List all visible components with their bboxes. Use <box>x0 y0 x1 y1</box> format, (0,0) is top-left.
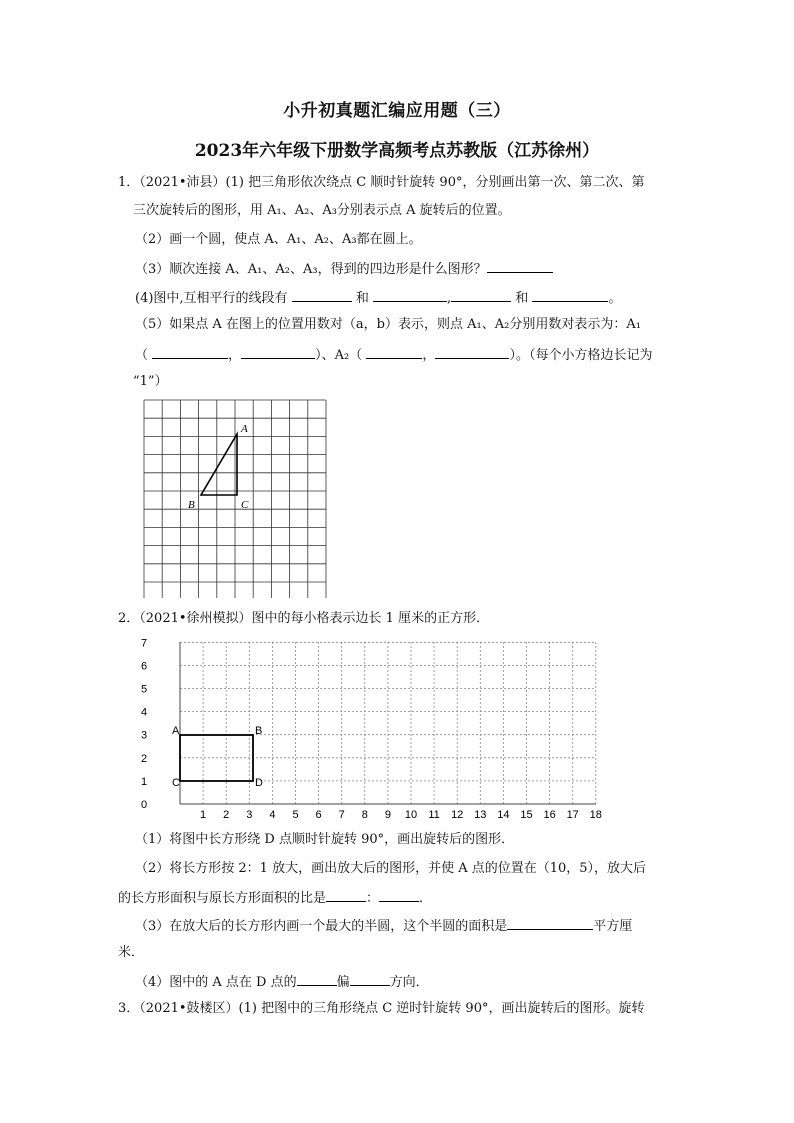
q2-x-tick-label: 0 <box>140 799 148 811</box>
q2-y-tick-label: 5 <box>140 683 148 696</box>
q1-line8: “1”） <box>133 374 168 389</box>
q3-line1: 3．（2021•鼓楼区）(1) 把图中的三角形绕点 C 逆时针旋转 90°，画出旋转后的图形。旋转 <box>118 1001 645 1016</box>
q2-tick-labels <box>141 637 602 821</box>
q2-sub1: （1）将图中长方形绕 D 点顺时针旋转 90°，画出旋转后的图形． <box>135 832 515 847</box>
q2-grid-lines <box>180 642 596 804</box>
q2-x-tick-label: 11 <box>428 809 440 821</box>
q1-parallel-blank-2[interactable] <box>373 288 447 302</box>
q1-parallel-blank-4[interactable] <box>532 288 608 302</box>
q1-line5: (4)图中,互相平行的线段有 和 , 和 。 <box>135 288 621 308</box>
q1-answer-blank-shape[interactable] <box>487 259 553 273</box>
q2-x-tick-label: 5 <box>292 809 299 821</box>
q2-y-tick-label: 2 <box>140 752 148 765</box>
q1-label-c: C <box>241 499 249 511</box>
q2-semicircle-area-blank[interactable] <box>507 916 593 930</box>
q1-line4: （3）顺次连接 A、A₁、A₂、A₃，得到的四边形是什么图形？ <box>135 259 553 279</box>
q1-line6: （5）如果点 A 在图上的位置用数对（a，b）表示，则点 A₁、A₂分别用数对表示为：A₁ <box>135 317 641 332</box>
q2-label-d: D <box>255 777 263 789</box>
q2-x-tick-label: 8 <box>361 809 368 821</box>
q3-number: 3． <box>118 1001 140 1016</box>
q1-grid-lines <box>144 400 326 598</box>
q1-a2-x-blank[interactable] <box>366 345 422 359</box>
q2-sub3a: （3）在放大后的长方形内画一个最大的半圆，这个半圆的面积是 平方厘 <box>135 916 632 936</box>
q2-sub2b: 的长方形面积与原长方形面积的比是 ： ． <box>118 888 432 908</box>
q2-x-tick-label: 16 <box>543 809 556 821</box>
q2-x-tick-label: 14 <box>497 809 510 821</box>
q2-label-c: C <box>172 777 180 789</box>
q2-x-tick-label: 6 <box>315 809 322 821</box>
q2-sub2a: （2）将长方形按 2：1 放大，画出放大后的图形，并使 A 点的位置在（10，5），放大后 <box>135 861 647 876</box>
q2-x-tick-label: 2 <box>223 809 230 821</box>
q2-y-tick-label: 4 <box>140 706 148 719</box>
q2-sub3c: 米． <box>118 945 145 960</box>
q1-parallel-blank-1[interactable] <box>292 288 352 302</box>
q1-triangle-abc <box>201 434 237 495</box>
q2-coordinate-grid <box>130 630 610 822</box>
q2-x-tick-label: 10 <box>404 809 418 821</box>
q1-label-a: A <box>241 423 248 435</box>
page-subtitle: 2023年六年级下册数学高频考点苏教版（江苏徐州） <box>194 141 600 161</box>
q2-x-tick-label: 18 <box>589 809 602 821</box>
q2-x-tick-label: 4 <box>269 809 276 821</box>
q2-x-tick-label: 12 <box>451 809 464 821</box>
q2-number: 2． <box>118 611 140 626</box>
q2-y-tick-label: 7 <box>140 637 148 650</box>
q2-y-tick-label: 1 <box>140 775 148 788</box>
q1-a1-x-blank[interactable] <box>152 345 228 359</box>
q2-ratio-blank-2[interactable] <box>379 888 419 902</box>
q1-number: 1． <box>118 175 140 190</box>
q1-parallel-blank-3[interactable] <box>451 288 511 302</box>
q2-x-tick-label: 17 <box>566 809 579 821</box>
q2-direction-blank-2[interactable] <box>350 972 390 986</box>
q1-a2-y-blank[interactable] <box>435 345 509 359</box>
q2-x-tick-label: 1 <box>200 809 207 821</box>
q1-line3: （2）画一个圆，使点 A、A₁、A₂、A₃都在圆上。 <box>135 232 422 247</box>
q2-x-tick-label: 13 <box>474 809 487 821</box>
q1-line1: 1．（2021•沛县）(1) 把三角形依次绕点 C 顺时针旋转 90°，分别画出第一次、第二次、第 <box>118 175 645 190</box>
q2-ratio-blank-1[interactable] <box>326 888 366 902</box>
q2-y-tick-label: 3 <box>140 729 148 742</box>
q1-line7: （ ， ）、A₂（ ， ）。（每个小方格边长记为 <box>135 345 652 365</box>
q2-sub4: （4）图中的 A 点在 D 点的 偏 方向． <box>135 972 429 992</box>
q1-line2: 三次旋转后的图形，用 A₁、A₂、A₃分别表示点 A 旋转后的位置。 <box>133 203 511 218</box>
page-title: 小升初真题汇编应用题（三） <box>283 101 511 121</box>
q2-line1: 2．（2021•徐州模拟）图中的每小格表示边长 1 厘米的正方形． <box>118 611 490 626</box>
q2-x-tick-label: 7 <box>338 809 345 821</box>
q1-a1-y-blank[interactable] <box>241 345 315 359</box>
q2-x-tick-label: 9 <box>384 809 391 821</box>
q2-y-tick-label: 6 <box>140 660 148 673</box>
q2-x-tick-label: 15 <box>520 809 533 821</box>
q1-label-b: B <box>188 499 195 511</box>
q1-grid-figure <box>140 398 340 598</box>
q2-x-tick-label: 3 <box>246 809 253 821</box>
q2-label-b: B <box>255 725 263 737</box>
q2-label-a: A <box>172 725 180 737</box>
q2-direction-blank-1[interactable] <box>297 972 337 986</box>
